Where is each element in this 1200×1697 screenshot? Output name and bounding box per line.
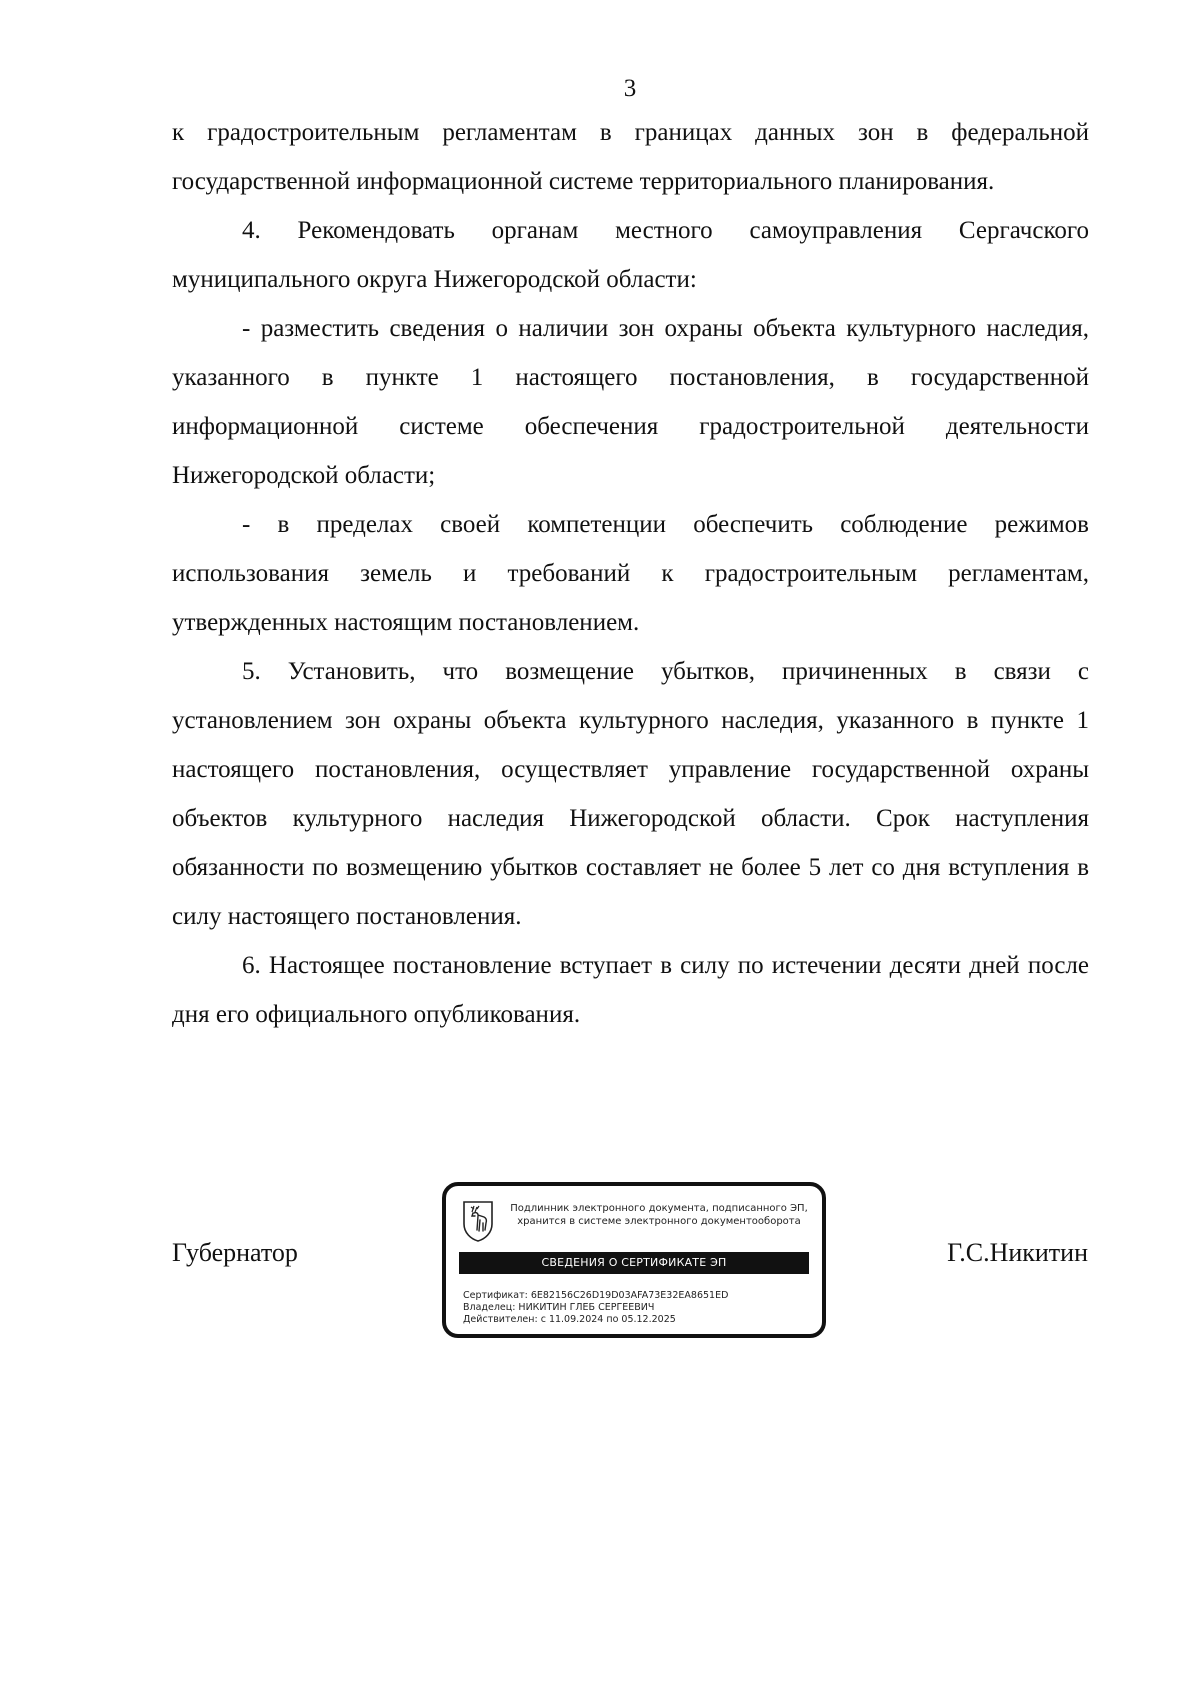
- paragraph: - разместить сведения о наличии зон охраны объекта культурного наследия, указанного в пункте 1 настоящего постановления, в государственной информационной системе обеспечения градостроительной деятельности Нижегородской области;: [172, 315, 1089, 489]
- document-body: [172, 108, 1089, 1039]
- certificate-header: СВЕДЕНИЯ О СЕРТИФИКАТЕ ЭП: [459, 1252, 809, 1274]
- paragraph: 6. Настоящее постановление вступает в силу по истечении десяти дней после дня его официального опубликования.: [172, 952, 1089, 1028]
- certificate-number: Сертификат: 6E82156C26D19D03AFA73E32EA8651ED: [463, 1290, 729, 1301]
- certificate-validity: Действителен: с 11.09.2024 по 05.12.2025: [463, 1314, 676, 1325]
- stamp-notice-line: хранится в системе электронного документооборота: [517, 1216, 801, 1227]
- page-number: 3: [623, 75, 637, 102]
- stamp-notice-line: Подлинник электронного документа, подписанного ЭП,: [510, 1203, 808, 1214]
- paragraph: - в пределах своей компетенции обеспечить соблюдение режимов использования земель и требований к градостроительным регламентам, утвержденных настоящим постановлением.: [172, 511, 1089, 636]
- paragraph: 4. Рекомендовать органам местного самоуправления Сергачского муниципального округа Нижегородской области:: [172, 217, 1089, 293]
- certificate-details: [463, 1290, 728, 1326]
- stamp-notice: [496, 1202, 822, 1228]
- certificate-owner: Владелец: НИКИТИН ГЛЕБ СЕРГЕЕВИЧ: [463, 1302, 655, 1313]
- paragraph: к градостроительным регламентам в границах данных зон в федеральной государственной информационной системе территориального планирования.: [172, 119, 1089, 195]
- signatory-position: Губернатор: [172, 1238, 298, 1267]
- deer-coat-of-arms-icon: [462, 1200, 494, 1242]
- electronic-signature-stamp: [442, 1182, 826, 1338]
- signatory-name: Г.С.Никитин: [947, 1238, 1088, 1267]
- paragraph: 5. Установить, что возмещение убытков, причиненных в связи с установлением зон охраны объекта культурного наследия, указанного в пункте 1 настоящего постановления, осуществляет управление государственной охраны объектов культурного наследия Нижегородской области. Срок наступления обязанности по возмещению убытков составляет не более 5 лет со дня вступления в силу настоящего постановления.: [172, 658, 1089, 930]
